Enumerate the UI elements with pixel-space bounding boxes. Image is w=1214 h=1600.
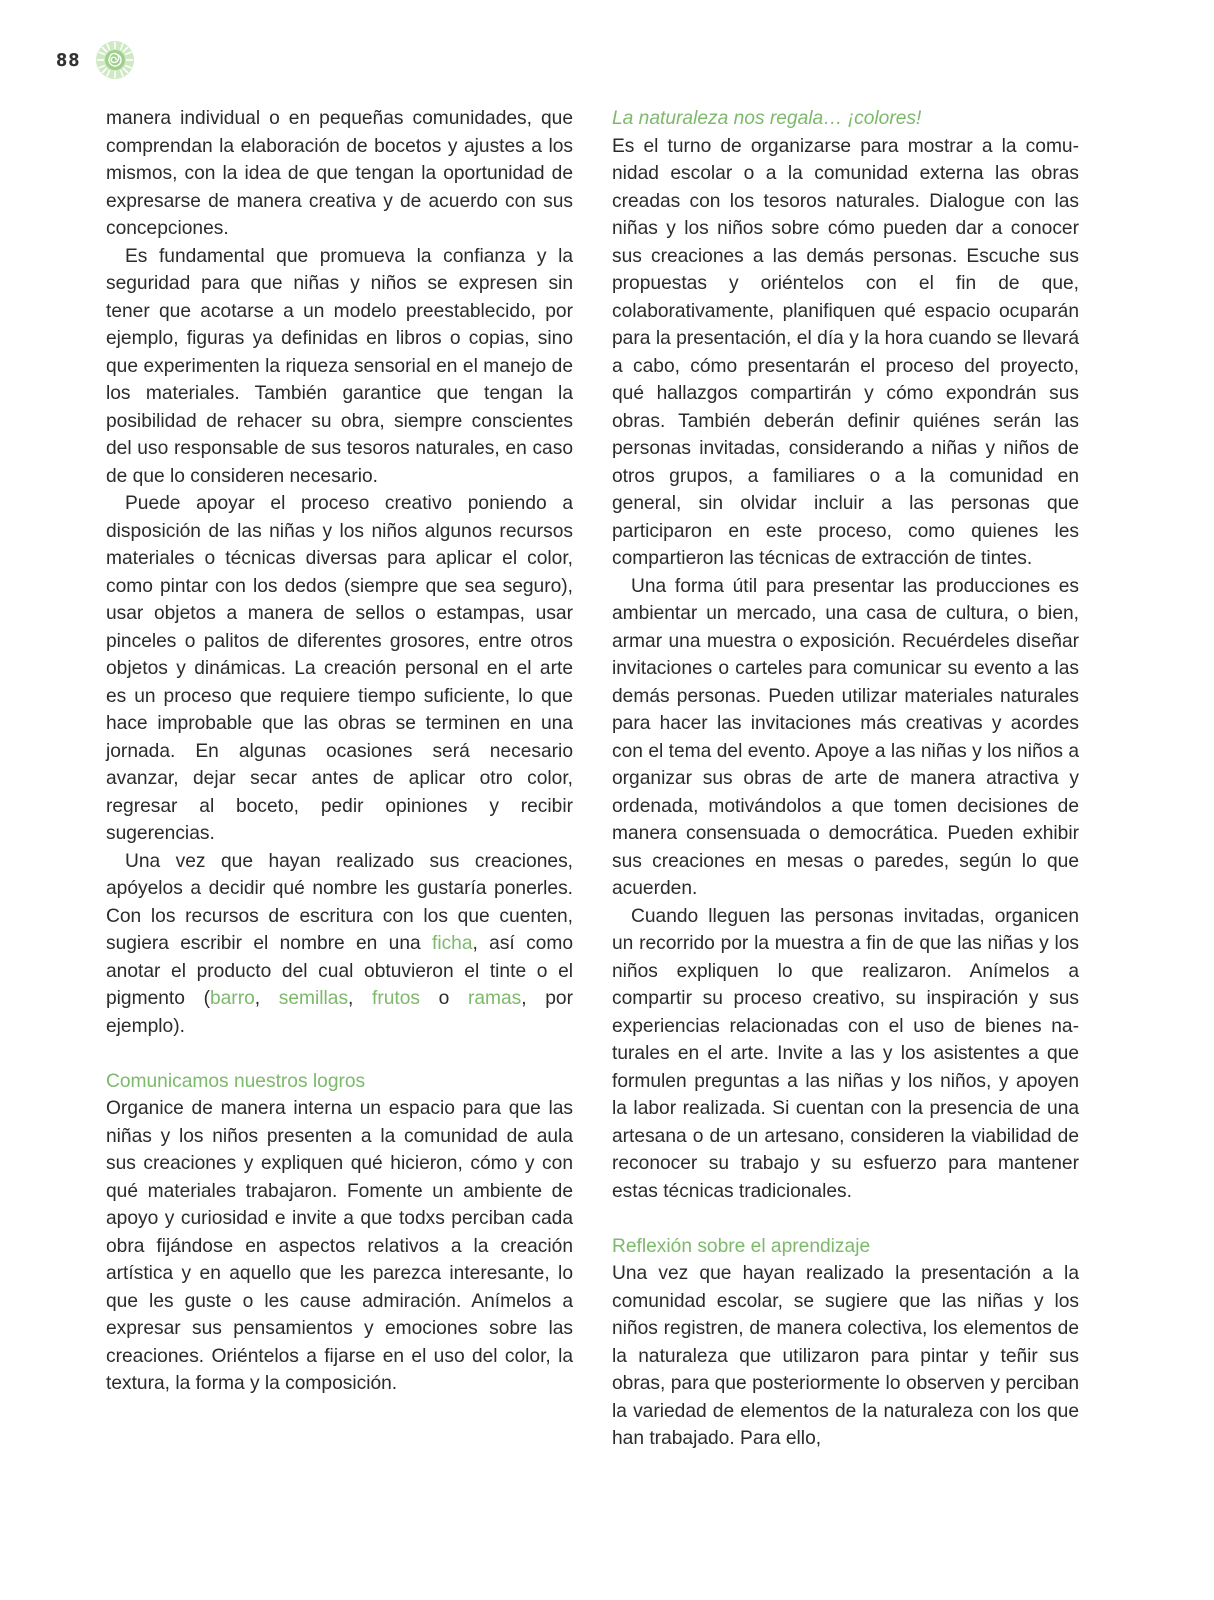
text-run: , así como anotar el producto del cual obtuvieron el tinte o el pigmento ( (106, 933, 573, 1009)
paragraph: Organice de manera interna un espacio para que las niñas y los niños presenten a la comunidad de aula sus creaciones y expliquen qué hicieron, cómo y con qué materiales trabajaron. Fomente un ambiente de apoyo y curiosidad e invite a que todxs perciban cada obra fijándose en aspectos relativos a la creación artística y en aquello que les parezca interesante, lo que les guste o les cause admiración. Anímelos a expresar sus pensamientos y emociones sobre las creaciones. Oriéntelos a fijarse en el uso del color, la textura, la forma y la composición. (106, 1098, 573, 1394)
keyword-barro: barro (209, 988, 255, 1009)
text-run: , (348, 988, 373, 1009)
paragraph: Una forma útil para presentar las producciones es ambientar un mercado, una casa de cultura, o bien, armar una muestra o exposición. Recuérdeles diseñar invitaciones o carteles para comunicar su evento a las demás personas. Pueden utilizar materiales naturales para hacer las invitaciones más creativas y acordes con el tema del evento. Apoye a las niñas y los niños a organizar sus obras de arte de manera atractiva y ordenada, motivándolos a que tomen decisiones de manera consensuada o democrática. Pueden exhibir sus creaciones en mesas o paredes, según lo que acuerden. (612, 575, 1079, 899)
paragraph: Cuando lleguen las personas invitadas, organicen un recorrido por la muestra a fin de que las niñas y los niños expliquen lo que realizaron. Anímelos a compartir su proceso creativo, su inspiración y sus experiencias relacionadas con el uso de bienes naturales en el arte. Invite a las y los asistentes a que formulen preguntas a las niñas y los niños, y apoyen la labor realizada. Si cuentan con la presencia de una artesana o de un artesano, consideren la viabilidad de reconocer su trabajo y su esfuerzo para mantener estas técnicas tradicionales. (612, 905, 1079, 1202)
keyword-semillas: semillas (278, 988, 349, 1009)
text-run: , (254, 988, 279, 1009)
text-run: Una vez que hayan realizado sus creaciones, apóyelos a decidir qué nombre les gustaría ponerles. Con los recursos de escritura con los que cuenten, sugiera escribir el nombre en una (106, 850, 573, 954)
right-column (612, 105, 1079, 1453)
paragraph-pigments (106, 848, 573, 1041)
keyword-ficha: ficha (431, 933, 473, 954)
sun-spiral-logo-icon (95, 40, 135, 80)
paragraph: Es fundamental que promueva la confianza y la seguridad para que niñas y niños se expresen sin tener que acotarse a un modelo preestablecido, por ejemplo, figuras ya definidas en libros o copias, sino que experimenten la riqueza sensorial en el manejo de los materiales. También garantice que tengan la posibilidad de rehacer su obra, siempre conscientes del uso responsable de sus tesoros naturales, en caso de que lo consideren necesario. (106, 245, 573, 487)
text-run: , por ejemplo). (106, 988, 573, 1037)
left-column (106, 105, 573, 1398)
keyword-frutos: frutos (372, 988, 421, 1009)
section-heading-naturaleza: La naturaleza nos regala… ¡colores! (612, 108, 922, 129)
paragraph: Puede apoyar el proceso creativo poniendo a disposición de las niñas y los niños algunos recursos materiales o técnicas diversas para aplicar el color, como pintar con los dedos (siempre que sea seguro), usar objetos a manera de sellos o estampas, usar pinceles o palitos de diferentes grosores, entre otros objetos y dinámicas. La creación personal en el arte es un proceso que requiere tiempo suficiente, lo que hace improbable que las obras se terminen en una jornada. En algunas ocasiones será necesario avanzar, dejar secar antes de aplicar otro color, regresar al boceto, pedir opiniones y recibir sugerencias. (106, 493, 573, 844)
page-header (56, 40, 135, 80)
text-run: o (420, 988, 468, 1009)
paragraph: manera individual o en pequeñas comunidades, que comprendan la elaboración de bocetos y ajustes a los mismos, con la idea de que tengan la oportunidad de expresarse de manera creativa y de acuerdo con sus concepciones. (106, 108, 573, 239)
section-heading-reflexion: Reflexión sobre el aprendizaje (612, 1235, 871, 1257)
keyword-ramas: ramas (467, 988, 522, 1009)
paragraph: Una vez que hayan realizado la presentación a la comunidad escolar, se sugiere que las niñas y los niños registren, de manera colectiva, los elementos de la naturaleza que utilizaron para pintar y teñir sus obras, para que posteriormente lo observen y perciban la variedad de elementos de la naturaleza con los que han trabajado. Para ello, (612, 1263, 1079, 1449)
section-heading-comunicamos: Comunicamos nuestros logros (106, 1070, 366, 1092)
paragraph: Es el turno de organizarse para mostrar a la comunidad escolar o a la comunidad externa las obras creadas con los tesoros naturales. Dialogue con las niñas y los niños sobre cómo pueden dar a conocer sus creaciones a las demás personas. Escuche sus propuestas y oriéntelos con el fin de que, colaborativamente, planifiquen qué espacio ocuparán para la presentación, el día y la hora cuando se llevará a cabo, cómo presentarán el proceso del proyecto, qué hallazgos compartirán y cómo expondrán sus obras. También deberán definir quiénes serán las personas invitadas, considerando a niñas y niños de otros grupos, a familiares o a la comunidad en general, sin olvidar incluir a las personas que participaron en este proceso, como quienes les compartieron las técnicas de extracción de tintes. (612, 135, 1079, 569)
page-number: 88 (56, 49, 81, 71)
